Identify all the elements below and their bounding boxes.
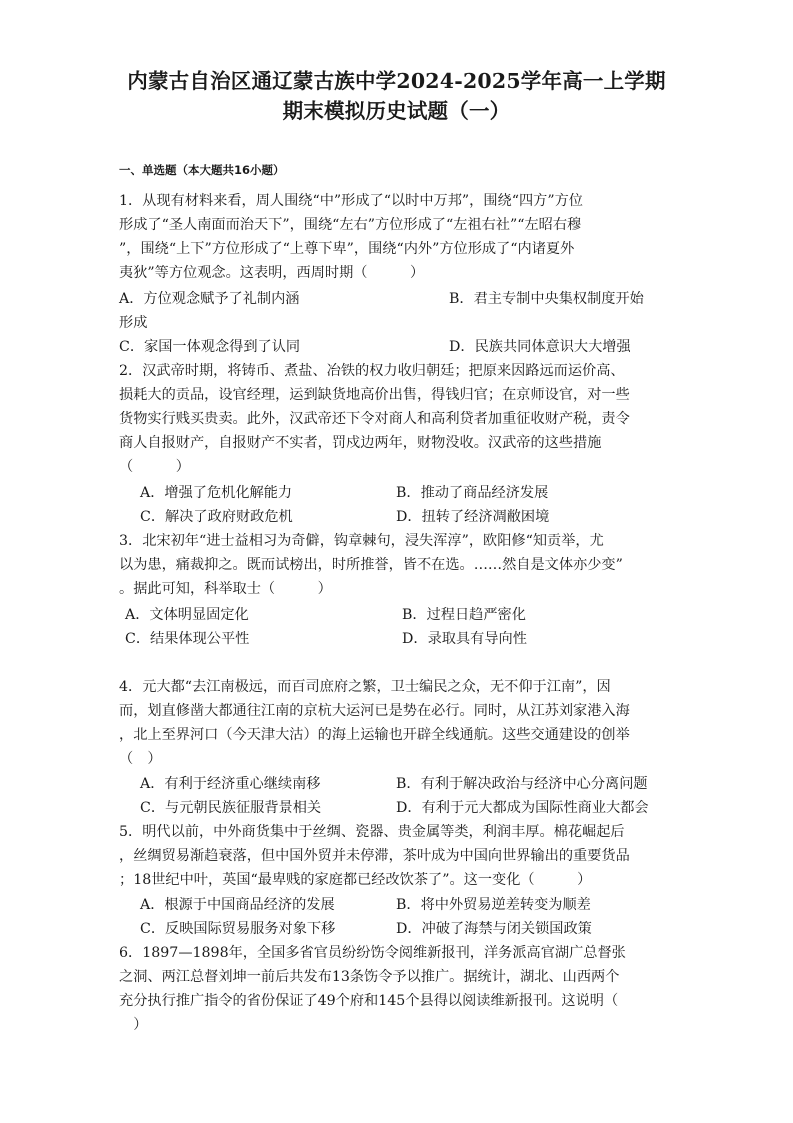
question-5-option-a[interactable]: A．根源于中国商品经济的发展 [140, 897, 335, 913]
question-5-stem [119, 820, 674, 892]
section-heading: 一、单选题（本大题共16小题） [119, 163, 285, 177]
question-line: 夷狄”等方位观念。这表明，西周时期（ ） [119, 265, 425, 281]
question-line: 商人自报财产，自报财产不实者，罚戍边两年，财物没收。汉武帝的这些措施 [119, 435, 602, 451]
question-line: 损耗大的贡品，设官经理，运到缺货地高价出售，得钱归官；在京师设官，对一些 [119, 387, 630, 403]
question-line: （ ） [119, 751, 162, 767]
question-3-option-c[interactable]: C．结果体现公平性 [125, 631, 250, 647]
question-1-option-b[interactable]: B．君主专制中央集权制度开始 [449, 291, 644, 307]
question-line: 。据此可知，科举取士（ ） [119, 581, 332, 597]
question-line: ”，围绕“上下”方位形成了“上尊下卑”，围绕“内外”方位形成了“内诸夏外 [119, 241, 575, 257]
question-line: 而，划直修凿大都通往江南的京杭大运河已是势在必行。同时，从江苏刘家港入海 [119, 703, 630, 719]
question-4-option-a[interactable]: A．有利于经济重心继续南移 [140, 776, 321, 792]
question-3-option-d[interactable]: D．录取具有导向性 [402, 631, 527, 647]
question-line: 形成了“圣人南面而治天下”，围绕“左右”方位形成了“左祖右社”“左昭右穆 [119, 217, 582, 233]
question-line: 3．北宋初年“进士益相习为奇僻，钩章棘句，浸失浑淳”，欧阳修“知贡举，尤 [119, 533, 604, 549]
question-6-stem [119, 941, 674, 1037]
question-line: 5．明代以前，中外商货集中于丝绸、瓷器、贵金属等类，利润丰厚。棉花崛起后 [119, 824, 625, 840]
question-1-stem [119, 189, 674, 285]
question-4-option-c[interactable]: C．与元朝民族征服背景相关 [140, 800, 322, 816]
document-title-line1: 内蒙古自治区通辽蒙古族中学2024-2025学年高一上学期 [127, 69, 666, 93]
document-title-line2: 期末模拟历史试题（一） [282, 99, 511, 123]
question-5-option-b[interactable]: B．将中外贸易逆差转变为顺差 [396, 897, 591, 913]
question-2-option-a[interactable]: A．增强了危机化解能力 [140, 485, 293, 501]
question-line: ） [119, 1017, 148, 1033]
question-line: 1．从现有材料来看，周人围绕“中”形成了“以时中万邦”，围绕“四方”方位 [119, 193, 583, 209]
question-2-option-d[interactable]: D．扭转了经济凋敝困境 [396, 509, 550, 525]
question-line: 之洞、两江总督刘坤一前后共发布13条饬令予以推广。据统计，湖北、山西两个 [119, 969, 620, 985]
question-line: 4．元大都“去江南极远，而百司庶府之繁，卫士编民之众，无不仰于江南”，因 [119, 679, 611, 695]
question-line: ，北上至界河口（今天津大沽）的海上运输也开辟全线通航。这些交通建设的创举 [119, 727, 630, 743]
question-4-option-b[interactable]: B．有利于解决政治与经济中心分离问题 [396, 776, 648, 792]
question-line: 6．1897—1898年，全国多省官员纷纷饬令阅维新报刊，洋务派高官湖广总督张 [119, 945, 626, 961]
question-line: ；18世纪中叶，英国“最卑贱的家庭都已经改饮茶了”。这一变化（ ） [119, 872, 592, 888]
question-3-option-a[interactable]: A．文体明显固定化 [125, 607, 249, 623]
question-5-option-d[interactable]: D．冲破了海禁与闭关锁国政策 [396, 921, 592, 937]
question-3-stem [119, 529, 674, 601]
question-line: 货物实行贱买贵卖。此外，汉武帝还下令对商人和高利贷者加重征收财产税，责令 [119, 411, 630, 427]
question-4-option-d[interactable]: D．有利于元大都成为国际性商业大都会 [396, 800, 649, 816]
question-1-option-d[interactable]: D．民族共同体意识大大增强 [449, 339, 631, 355]
question-line: 以为患，痛裁抑之。既而试榜出，时所推誉，皆不在选。……然自是文体亦少变” [119, 557, 623, 573]
question-5-option-c[interactable]: C．反映国际贸易服务对象下移 [140, 921, 336, 937]
question-line: （ ） [119, 459, 190, 475]
question-1-option-b-wrap: 形成 [119, 315, 148, 331]
question-1-option-a[interactable]: A．方位观念赋予了礼制内涵 [119, 291, 300, 307]
question-2-stem [119, 359, 674, 479]
question-1-option-c[interactable]: C．家国一体观念得到了认同 [119, 339, 301, 355]
question-line: 充分执行推广指令的省份保证了49个府和145个县得以阅读维新报刊。这说明（ [119, 993, 619, 1009]
question-3-option-b[interactable]: B．过程日趋严密化 [402, 607, 526, 623]
question-line: ，丝绸贸易渐趋衰落，但中国外贸并未停滞，茶叶成为中国向世界输出的重要货品 [119, 848, 630, 864]
question-2-option-c[interactable]: C．解决了政府财政危机 [140, 509, 293, 525]
question-2-option-b[interactable]: B．推动了商品经济发展 [396, 485, 549, 501]
question-line: 2．汉武帝时期，将铸币、煮盐、冶铁的权力收归朝廷；把原来因路远而运价高、 [119, 363, 625, 379]
question-4-stem [119, 675, 674, 771]
